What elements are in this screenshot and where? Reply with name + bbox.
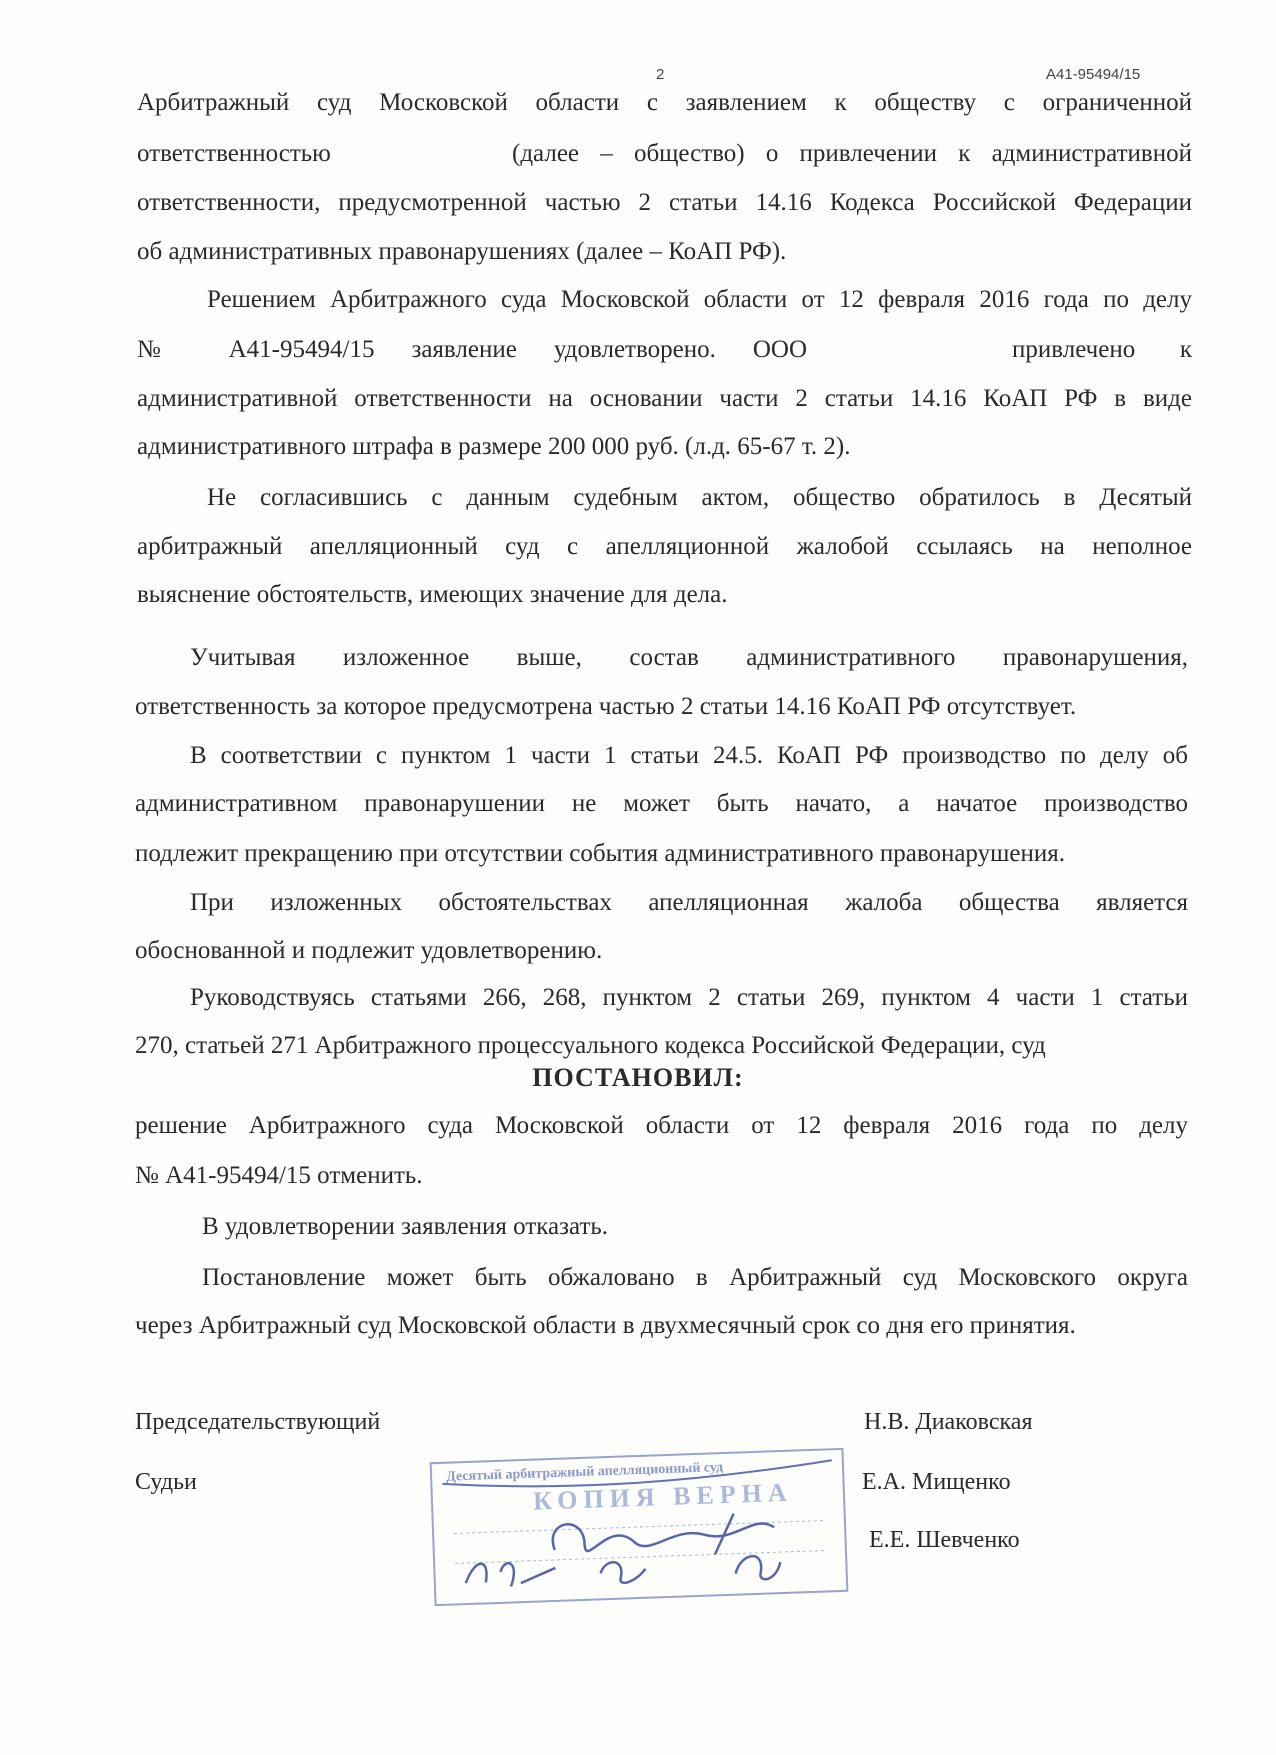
text-line: административной ответственности на основании части 2 статьи 14.16 КоАП РФ в виде xyxy=(137,385,1192,412)
text-line: административного штрафа в размере 200 000 руб. (л.д. 65-67 т. 2). xyxy=(137,433,851,460)
text-line: административном правонарушении не может быть начато, а начатое производство xyxy=(135,790,1188,817)
text-line: арбитражный апелляционный суд с апелляционной жалобой ссылаясь на неполное xyxy=(137,533,1192,560)
text-line: Не согласившись с данным судебным актом, общество обратилось в Десятый xyxy=(207,484,1192,511)
text-line: Решением Арбитражного суда Московской области от 12 февраля 2016 года по делу xyxy=(207,286,1192,313)
text-line: № А41-95494/15 отменить. xyxy=(135,1162,423,1189)
text-line: Учитывая изложенное выше, состав административного правонарушения, xyxy=(190,644,1188,671)
certification-stamp xyxy=(430,1448,849,1606)
judges-label: Судьи xyxy=(135,1469,197,1495)
judge-name: Е.А. Мищенко xyxy=(862,1469,1011,1495)
text-line: привлечено к xyxy=(1012,336,1192,363)
text-line: об административных правонарушениях (далее – КоАП РФ). xyxy=(137,238,787,265)
page-number: 2 xyxy=(656,66,665,83)
stamp-title: Десятый арбитражный апелляционный суд xyxy=(445,1460,724,1485)
text-line: Арбитражный суд Московской области с заявлением к обществу с ограниченной xyxy=(137,89,1192,116)
presiding-name: Н.В. Диаковская xyxy=(864,1409,1033,1435)
case-number-header: А41-95494/15 xyxy=(1046,66,1141,83)
text-line: (далее – общество) о привлечении к административной xyxy=(512,140,1192,167)
text-line: ответственность за которое предусмотрена частью 2 статьи 14.16 КоАП РФ отсутствует. xyxy=(135,693,1077,720)
text-line: решение Арбитражного суда Московской области от 12 февраля 2016 года по делу xyxy=(135,1112,1188,1139)
handwritten-signature-icon xyxy=(432,1450,847,1604)
text-line: через Арбитражный суд Московской области в двухмесячный срок со дня его принятия. xyxy=(135,1312,1076,1339)
text-line: Постановление может быть обжаловано в Арбитражный суд Московского округа xyxy=(202,1264,1188,1291)
text-line: 270, статьей 271 Арбитражного процессуального кодекса Российской Федерации, суд xyxy=(135,1032,1046,1059)
text-line: подлежит прекращению при отсутствии события административного правонарушения. xyxy=(135,840,1065,867)
text-line: При изложенных обстоятельствах апелляционная жалоба общества является xyxy=(190,889,1188,916)
judge-name: Е.Е. Шевченко xyxy=(869,1527,1020,1553)
resolution-title: ПОСТАНОВИЛ: xyxy=(532,1063,744,1092)
text-line: В удовлетворении заявления отказать. xyxy=(202,1213,609,1240)
text-line: обоснованной и подлежит удовлетворению. xyxy=(135,937,603,964)
presiding-label: Председательствующий xyxy=(135,1409,381,1435)
text-line: ответственностью xyxy=(137,140,331,167)
text-line: № А41-95494/15 заявление удовлетворено. ООО xyxy=(137,336,807,363)
text-line: ответственности, предусмотренной частью 2 статьи 14.16 Кодекса Российской Федерации xyxy=(137,189,1192,216)
text-line: Руководствуясь статьями 266, 268, пунктом 2 статьи 269, пунктом 4 части 1 статьи xyxy=(190,984,1188,1011)
stamp-mark: КОПИЯ ВЕРНА xyxy=(532,1477,794,1516)
text-line: выяснение обстоятельств, имеющих значение для дела. xyxy=(137,581,728,608)
text-line: В соответствии с пунктом 1 части 1 статьи 24.5. КоАП РФ производство по делу об xyxy=(190,742,1188,769)
